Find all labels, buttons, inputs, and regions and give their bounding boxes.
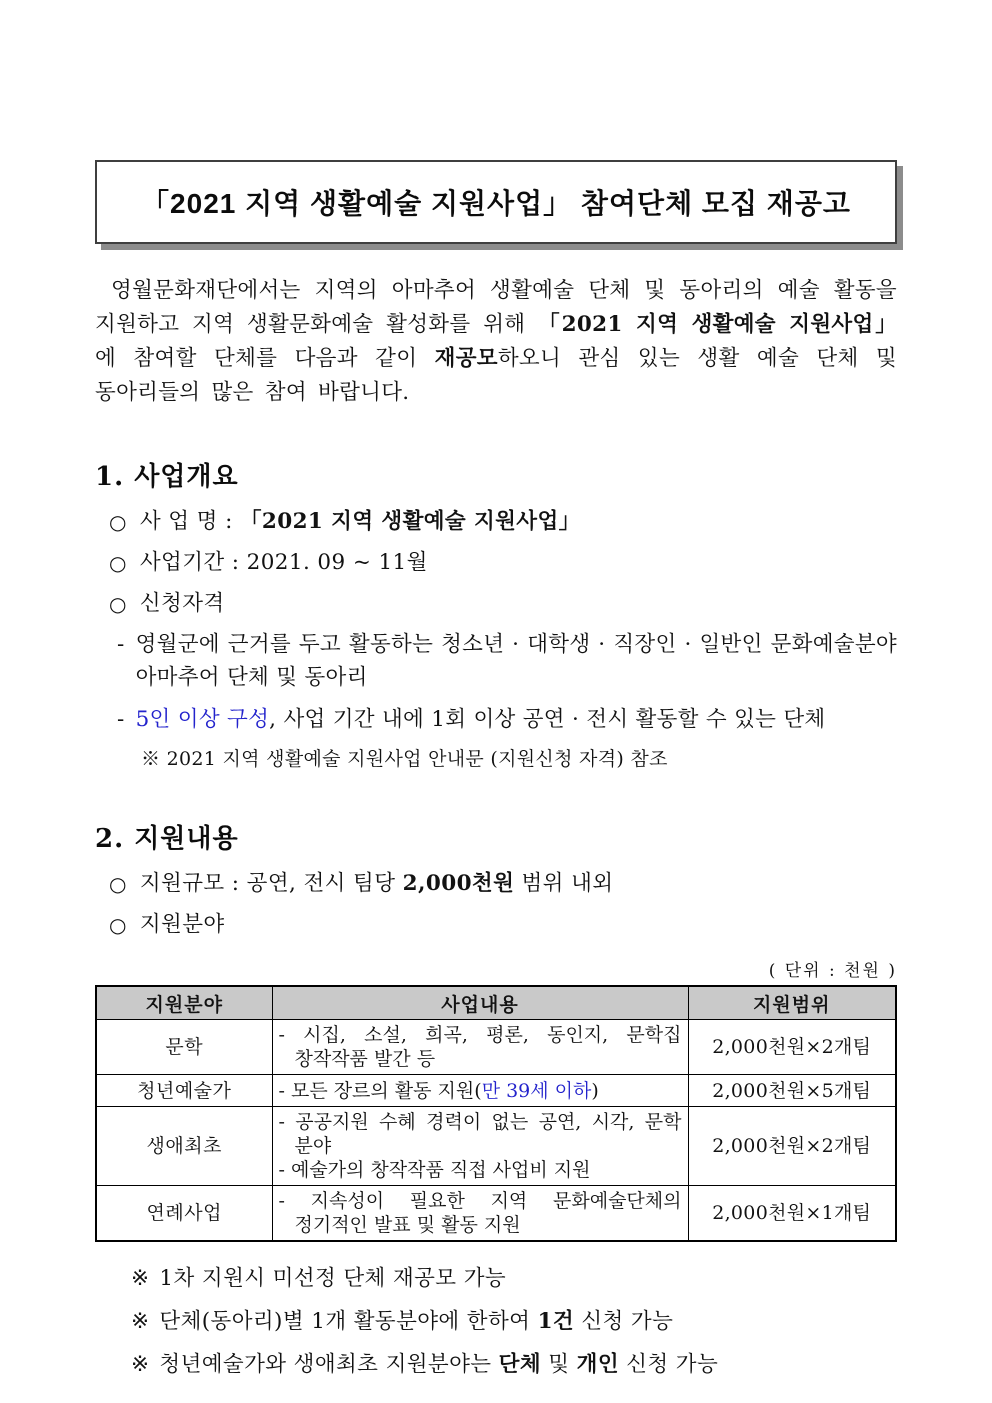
intro-text: 에 참여할 단체를 다음과 같이 bbox=[95, 346, 435, 371]
project-name-text bbox=[140, 507, 581, 537]
project-name-label: 사 업 명 : bbox=[139, 509, 240, 534]
reference-mark-icon: ※ bbox=[131, 1352, 150, 1377]
dash-bullet-icon: - bbox=[117, 632, 125, 657]
field-cell: 청년예술가 bbox=[96, 1075, 272, 1107]
description-post: ) bbox=[591, 1079, 599, 1102]
footnote-2 bbox=[131, 1307, 897, 1337]
field-cell: 생애최초 bbox=[96, 1107, 272, 1186]
min-members-highlight: 5인 이상 구성 bbox=[135, 707, 270, 732]
section1-heading: 1. 사업개요 bbox=[95, 462, 239, 492]
description-cell bbox=[272, 1075, 688, 1107]
age-limit-highlight: 만 39세 이하 bbox=[481, 1079, 592, 1102]
list-item-eligibility bbox=[95, 589, 897, 619]
footnotes bbox=[95, 1264, 897, 1380]
footnote-3-bold-individual: 개인 bbox=[576, 1352, 619, 1377]
eligibility-detail-2-text bbox=[136, 703, 826, 736]
description-line: - 공공지원 수혜 경력이 없는 공연, 시각, 문학 분야 bbox=[278, 1111, 682, 1157]
list-item-project-period bbox=[95, 548, 897, 578]
support-fields-text: 지원분야 bbox=[139, 912, 225, 937]
circle-bullet-icon: ○ bbox=[109, 913, 127, 937]
table-row bbox=[96, 1020, 896, 1075]
range-cell: 2,000천원×2개팀 bbox=[688, 1020, 896, 1075]
description-line bbox=[279, 1079, 682, 1103]
reference-mark-icon: ※ bbox=[131, 1266, 150, 1291]
footnote-3-pre: 청년예술가와 생애최초 지원분야는 bbox=[159, 1352, 499, 1377]
footnote-2-text bbox=[159, 1309, 673, 1334]
section2-heading: 2. 지원내용 bbox=[95, 824, 239, 854]
description-line: - 지속성이 필요한 지역 문화예술단체의 정기적인 발표 및 활동 지원 bbox=[278, 1190, 682, 1236]
description-pre: - 모든 장르의 활동 지원( bbox=[278, 1079, 482, 1102]
circle-bullet-icon: ○ bbox=[109, 510, 127, 534]
table-header-row bbox=[96, 986, 896, 1020]
list-item-project-name bbox=[95, 507, 897, 537]
footnote-2-pre: 단체(동아리)별 1개 활동분야에 한하여 bbox=[159, 1309, 538, 1334]
field-cell: 문학 bbox=[96, 1020, 272, 1075]
intro-text: 하오니 관심 있는 생활 예술 단체 및 동아리들의 많은 참여 바랍니다. bbox=[95, 346, 897, 405]
footnote-3-bold-group: 단체 bbox=[498, 1352, 542, 1377]
support-amount: 2,000천원 bbox=[402, 871, 515, 896]
table-row bbox=[96, 1186, 896, 1242]
description-cell bbox=[272, 1020, 688, 1075]
footnote-1 bbox=[131, 1264, 897, 1294]
circle-bullet-icon: ○ bbox=[109, 872, 127, 896]
description-cell bbox=[272, 1186, 688, 1242]
eligibility-detail-1-text: 영월군에 근거를 두고 활동하는 청소년 · 대학생 · 직장인 · 일반인 문화예술분야 아마추어 단체 및 동아리 bbox=[135, 632, 897, 690]
eligibility-text: 신청자격 bbox=[139, 591, 225, 616]
dash-bullet-icon: - bbox=[117, 707, 125, 732]
circle-bullet-icon: ○ bbox=[109, 551, 127, 575]
project-period-text: 사업기간 : 2021. 09 ~ 11월 bbox=[139, 550, 428, 575]
section2-items bbox=[95, 869, 897, 940]
table-unit-note: ( 단위 : 천원 ) bbox=[768, 961, 897, 981]
range-cell: 2,000천원×1개팀 bbox=[688, 1186, 896, 1242]
list-item-support-fields bbox=[95, 910, 897, 940]
reference-mark-icon: ※ bbox=[131, 1309, 150, 1334]
range-cell: 2,000천원×5개팀 bbox=[688, 1075, 896, 1107]
eligibility-detail-1 bbox=[95, 628, 897, 694]
table-row bbox=[96, 1107, 896, 1186]
footnote-2-bold: 1건 bbox=[537, 1309, 575, 1334]
eligibility-reference-note: ※ 2021 지역 생활예술 지원사업 안내문 (지원신청 자격) 참조 bbox=[141, 748, 668, 770]
description-cell bbox=[272, 1107, 688, 1186]
intro-reannounce: 재공모 bbox=[434, 346, 498, 371]
support-scale-pre: 지원규모 : 공연, 전시 팀당 bbox=[139, 871, 403, 896]
field-cell: 연례사업 bbox=[96, 1186, 272, 1242]
circle-bullet-icon: ○ bbox=[109, 592, 127, 616]
description-line: - 시집, 소설, 희곡, 평론, 동인지, 문학집 창작작품 발간 등 bbox=[278, 1024, 682, 1070]
eligibility-detail-2-rest: , 사업 기간 내에 1회 이상 공연 · 전시 활동할 수 있는 단체 bbox=[269, 707, 826, 732]
support-scale-post: 범위 내외 bbox=[514, 871, 614, 896]
footnote-3 bbox=[131, 1350, 897, 1380]
document-page bbox=[95, 0, 897, 1380]
intro-program-name: 「2021 지역 생활예술 지원사업」 bbox=[538, 312, 898, 337]
page-title: 「2021 지역 생활예술 지원사업」 참여단체 모집 재공고 bbox=[141, 188, 851, 219]
column-header-range: 지원범위 bbox=[688, 986, 896, 1020]
intro-paragraph bbox=[95, 274, 897, 410]
title-box bbox=[95, 160, 897, 244]
footnote-1-text: 1차 지원시 미선정 단체 재공모 가능 bbox=[159, 1266, 507, 1291]
table-row bbox=[96, 1075, 896, 1107]
project-name-value: 「2021 지역 생활예술 지원사업」 bbox=[239, 509, 581, 534]
list-item-support-scale bbox=[95, 869, 897, 899]
eligibility-detail-2 bbox=[95, 703, 897, 736]
description-line: - 예술가의 창작작품 직접 사업비 지원 bbox=[278, 1159, 591, 1181]
column-header-description: 사업내용 bbox=[272, 986, 688, 1020]
support-scale-text bbox=[140, 869, 614, 899]
footnote-3-post: 신청 가능 bbox=[619, 1352, 719, 1377]
section1-items bbox=[95, 507, 897, 772]
footnote-2-post: 신청 가능 bbox=[574, 1309, 674, 1334]
footnote-3-mid: 및 bbox=[541, 1352, 577, 1377]
column-header-field: 지원분야 bbox=[96, 986, 272, 1020]
support-fields-table bbox=[95, 985, 897, 1242]
range-cell: 2,000천원×2개팀 bbox=[688, 1107, 896, 1186]
intro-text: 영월문화재단에서는 지역의 아마추어 생활예술 단체 및 동아리의 예술 활동을 지원하고 지역 생활문화예술 활성화를 위해 bbox=[95, 278, 897, 337]
footnote-3-text bbox=[159, 1352, 718, 1377]
